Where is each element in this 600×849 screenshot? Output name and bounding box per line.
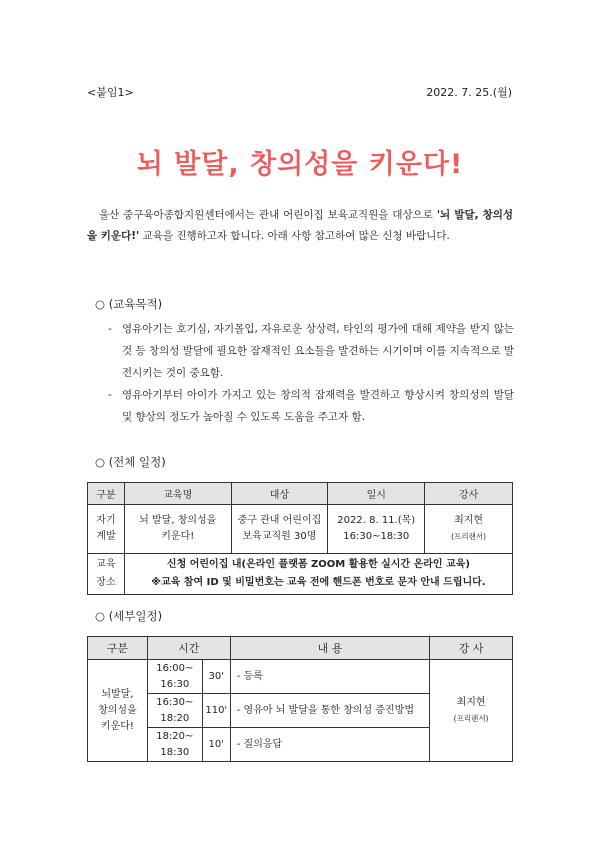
dash-mark: - — [108, 389, 112, 401]
col-header: 강사 — [425, 483, 513, 505]
location-cell: 신청 어린이집 내(온라인 플랫폼 ZOOM 활용한 실시간 온라인 교육) ※교육 참여 ID 및 비밀번호는 교육 전에 핸드폰 번호로 문자 안내 드립니다. — [124, 554, 512, 595]
name-cell: 뇌 발달, 창의성을 키운다! — [124, 505, 231, 554]
datetime-cell: 2022. 8. 11.(목) 16:30~18:30 — [328, 505, 425, 554]
content-cell: - 영유아 뇌 발달을 통한 창의성 증진방법 — [230, 694, 429, 728]
dash-mark: - — [108, 323, 112, 335]
minutes-cell: 110' — [202, 694, 230, 728]
col-header: 일시 — [328, 483, 425, 505]
category-cell: 뇌발달, 창의성을 키운다! — [88, 660, 148, 762]
overall-schedule-table — [87, 482, 513, 595]
attachment-label: <붙임1> — [87, 86, 134, 99]
purpose-text: 영유아기는 호기심, 자기몰입, 자유로운 상상력, 타인의 평가에 대해 제약을 받지 않는 것 등 창의성 발달에 필요한 잠재적인 요소들을 발견하는 시기이며 이를 지속적으로 발전시키는 것이 중요함. — [122, 323, 514, 379]
col-header: 대상 — [231, 483, 328, 505]
intro-bold-2: 창의성을 키운다!' — [87, 209, 514, 242]
minutes-cell: 10' — [202, 728, 230, 762]
detail-heading: ○ (세부일정) — [95, 609, 163, 623]
purpose-list — [108, 318, 514, 428]
content-cell: - 등록 — [230, 660, 429, 694]
document-date: 2022. 7. 25.(월) — [426, 86, 512, 99]
col-header: 구분 — [88, 483, 125, 505]
intro-bold-1: '뇌 발달, — [436, 209, 479, 221]
time-cell: 16:30~ 18:20 — [147, 694, 202, 728]
table-row — [88, 505, 513, 554]
table-row — [88, 660, 513, 694]
intro-text-1: 울산 중구육아종합지원센터에서는 관내 어린이집 보육교직원을 대상으로 — [99, 209, 437, 221]
schedule-heading: ○ (전체 일정) — [95, 455, 166, 469]
col-header: 교육명 — [124, 483, 231, 505]
header-row — [87, 84, 512, 100]
minutes-cell: 30' — [202, 660, 230, 694]
intro-paragraph — [87, 205, 513, 247]
purpose-item — [108, 318, 514, 384]
lecturer-cell: 최지현 (프리랜서) — [430, 660, 513, 762]
col-header: 내 용 — [230, 637, 429, 660]
time-cell: 16:00~ 16:30 — [147, 660, 202, 694]
category-cell: 자기 계발 — [88, 505, 125, 554]
page-title: 뇌 발달, 창의성을 키운다! — [136, 149, 464, 180]
col-header: 강 사 — [430, 637, 513, 660]
location-label-cell: 교육 장소 — [88, 554, 125, 595]
lecturer-cell: 최지현 (프리랜서) — [425, 505, 513, 554]
target-cell: 중구 관내 어린이집 보육교직원 30명 — [231, 505, 328, 554]
col-header: 구분 — [88, 637, 148, 660]
table-row — [88, 554, 513, 595]
content-cell: - 질의응답 — [230, 728, 429, 762]
purpose-heading: ○ (교육목적) — [95, 297, 163, 311]
intro-text-2: 교육을 진행하고자 합니다. 아래 사항 참고하여 많은 신청 바랍니다. — [139, 230, 450, 242]
col-header: 시간 — [147, 637, 230, 660]
purpose-text: 영유아기부터 아이가 가지고 있는 창의적 잠재력을 발견하고 향상시켜 창의성의 발달 및 향상의 정도가 높아질 수 있도록 도움을 주고자 함. — [122, 389, 514, 423]
purpose-item — [108, 384, 514, 428]
detail-schedule-table — [87, 636, 513, 762]
time-cell: 18:20~ 18:30 — [147, 728, 202, 762]
